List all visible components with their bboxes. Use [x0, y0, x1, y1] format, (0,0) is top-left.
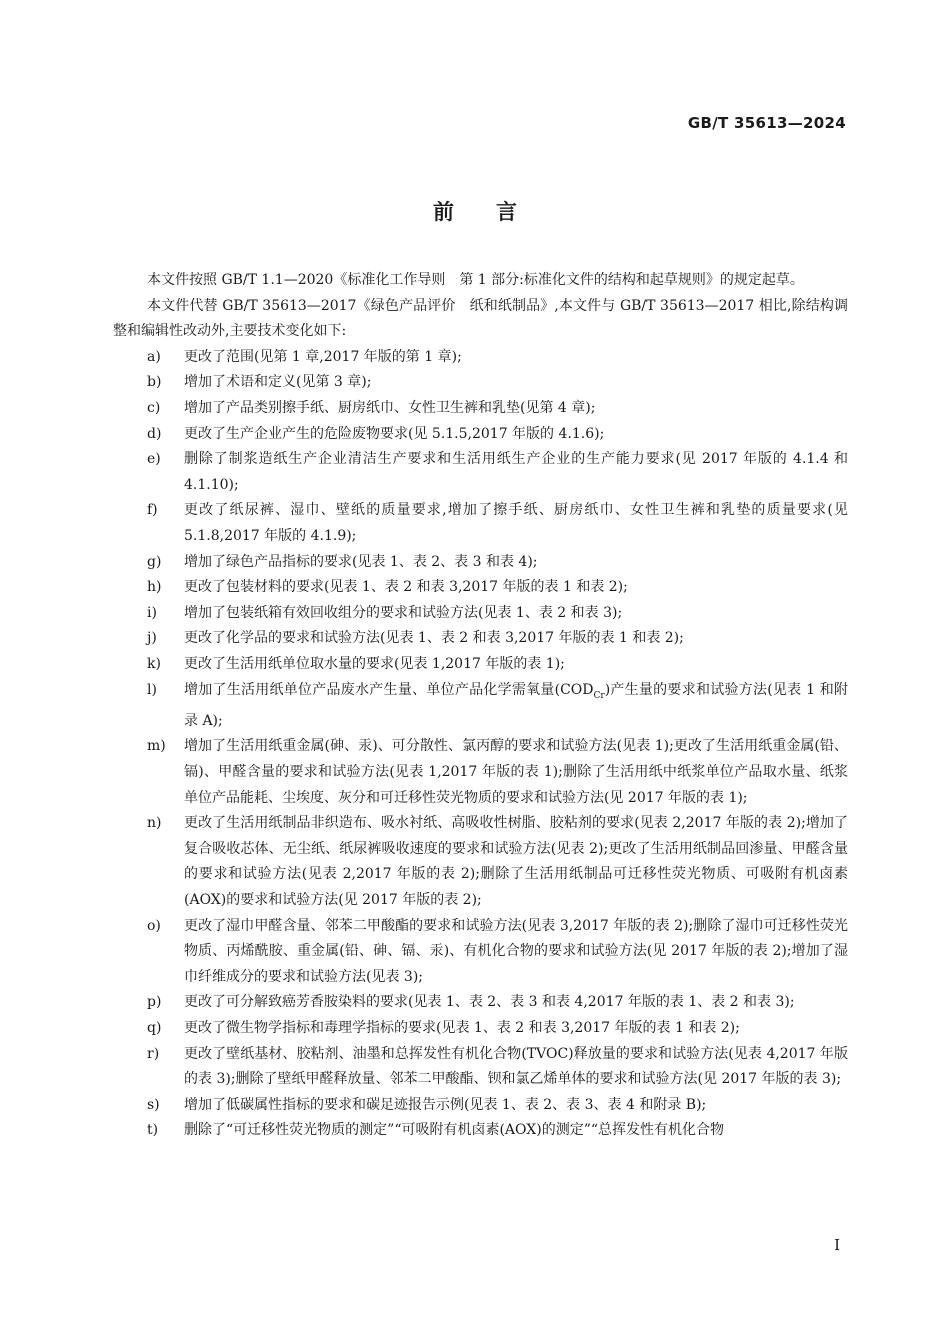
page-title: 前言 — [433, 200, 559, 224]
list-item-marker: q) — [147, 1020, 162, 1037]
list-item-marker: t) — [147, 1122, 159, 1139]
list-item-marker: d) — [147, 425, 162, 442]
list-item-marker: h) — [147, 579, 162, 596]
list-item — [113, 914, 848, 991]
list-item-text-main: 增加了生活用纸单位产品废水产生量、单位产品化学需氧量(COD — [184, 681, 594, 698]
list-item-text — [184, 345, 848, 371]
list-item-text-main: 更改了化学品的要求和试验方法(见表 1、表 2 和表 3,2017 年版的表 1 和表 2); — [184, 630, 684, 647]
list-item — [113, 345, 848, 371]
list-item-text — [184, 990, 848, 1016]
list-item-text — [184, 575, 848, 601]
list-item — [113, 575, 848, 601]
list-item-text — [184, 734, 848, 811]
list-item-text-main: 更改了范围(见第 1 章,2017 年版的第 1 章); — [184, 348, 462, 365]
list-item-text-main: 更改了生活用纸单位取水量的要求(见表 1,2017 年版的表 1); — [184, 655, 565, 672]
document-body — [113, 268, 848, 1144]
list-item-text-main: 更改了生活用纸制品非织造布、吸水衬纸、高吸收性树脂、胶粘剂的要求(见表 2,2017 年版的表 2);增加了复合吸收芯体、无尘纸、纸尿裤吸收速度的要求和试验方法(见表 2);更改了生活用纸制品回渗量、甲醛含量的要求和试验方法(见表 2,2017 年版的表 2);删除了生活用纸制品可迁移性荧光物质、可吸附有机卤素(AOX)的要求和试验方法(见 2017 年版的表 2); — [184, 815, 848, 909]
list-item — [113, 990, 848, 1016]
list-item — [113, 626, 848, 652]
list-item — [113, 811, 848, 913]
list-item — [113, 1093, 848, 1119]
list-item — [113, 601, 848, 627]
list-item — [113, 498, 848, 549]
list-item-text — [184, 550, 848, 576]
list-item-text — [184, 1042, 848, 1093]
list-item-text — [184, 370, 848, 396]
standard-number: GB/T 35613—2024 — [687, 114, 846, 132]
list-item-text — [184, 498, 848, 549]
intro-paragraph-drafting: 本文件按照 GB/T 1.1—2020《标准化工作导则 第 1 部分:标准化文件的结构和起草规则》的规定起草。 — [147, 272, 804, 288]
list-item — [113, 734, 848, 811]
list-item-marker: k) — [147, 655, 161, 672]
list-item-marker: o) — [147, 917, 161, 934]
list-item-text — [184, 1016, 848, 1042]
list-item-text-main: 更改了湿巾甲醛含量、邻苯二甲酸酯的要求和试验方法(见表 3,2017 年版的表 2);删除了湿巾可迁移性荧光物质、丙烯酰胺、重金属(铅、砷、镉、汞)、有机化合物的要求和试验方法(见 2017 年版的表 2);增加了湿巾纤维成分的要求和试验方法(见表 3); — [184, 917, 848, 985]
page-number: I — [834, 1236, 840, 1254]
list-item — [113, 1042, 848, 1093]
list-item-marker: e) — [147, 451, 161, 468]
list-item-text-main: 增加了包装纸箱有效回收组分的要求和试验方法(见表 1、表 2 和表 3); — [184, 604, 623, 621]
list-item-text — [184, 422, 848, 448]
list-item-marker: m) — [147, 738, 166, 755]
list-item-text — [184, 447, 848, 498]
list-item-text-main: 更改了可分解致癌芳香胺染料的要求(见表 1、表 2、表 3 和表 4,2017 年版的表 1、表 2 和表 3); — [184, 994, 795, 1011]
list-item-text-main: 更改了生产企业产生的危险废物要求(见 5.1.5,2017 年版的 4.1.6); — [184, 425, 605, 442]
list-item — [113, 678, 848, 735]
list-item-text-after: )产生量的要求和试验方法(见表 1 和附录 A); — [184, 681, 849, 729]
list-item-text-main: 更改了壁纸基材、胶粘剂、油墨和总挥发性有机化合物(TVOC)释放量的要求和试验方法(见表 4,2017 年版的表 3);删除了壁纸甲醛释放量、邻苯二甲酸酯、钡和氯乙烯单体的要求和试验方法(见 2017 年版的表 3); — [184, 1045, 848, 1088]
list-item — [113, 550, 848, 576]
list-item — [113, 1118, 848, 1144]
list-item-text-main: 删除了制浆造纸生产企业清洁生产要求和生活用纸生产企业的生产能力要求(见 2017 年版的 4.1.4 和 4.1.10); — [184, 451, 848, 493]
list-item — [113, 447, 848, 498]
list-item-marker: p) — [147, 994, 162, 1011]
list-item-text-main: 增加了产品类别擦手纸、厨房纸巾、女性卫生裤和乳垫(见第 4 章); — [184, 399, 596, 416]
list-item-marker: r) — [147, 1045, 160, 1062]
list-item — [113, 422, 848, 448]
list-item-marker: l) — [147, 681, 157, 698]
list-item-text — [184, 678, 848, 735]
list-item-text — [184, 601, 848, 627]
list-item-marker: j) — [147, 630, 157, 647]
list-item — [113, 652, 848, 678]
list-item-text — [184, 396, 848, 422]
subscript: Cr — [593, 690, 605, 701]
intro-paragraph-replacement: 本文件代替 GB/T 35613—2017《绿色产品评价 纸和纸制品》,本文件与 GB/T 35613—2017 相比,除结构调整和编辑性改动外,主要技术变化如下: — [113, 297, 848, 340]
list-item-text-main: 更改了纸尿裤、湿巾、壁纸的质量要求,增加了擦手纸、厨房纸巾、女性卫生裤和乳垫的质量要求(见 5.1.8,2017 年版的 4.1.9); — [184, 502, 848, 544]
list-item-text-main: 增加了绿色产品指标的要求(见表 1、表 2、表 3 和表 4); — [184, 553, 538, 570]
list-item-text-main: 更改了包装材料的要求(见表 1、表 2 和表 3,2017 年版的表 1 和表 2); — [184, 579, 628, 596]
list-item-marker: b) — [147, 374, 162, 391]
list-item-text-main: 增加了低碳属性指标的要求和碳足迹报告示例(见表 1、表 2、表 3、表 4 和附录 B); — [184, 1096, 707, 1113]
list-item-text — [184, 626, 848, 652]
list-item-text-main: 增加了术语和定义(见第 3 章); — [184, 374, 372, 391]
list-item-text-main: 增加了生活用纸重金属(砷、汞)、可分散性、氯丙醇的要求和试验方法(见表 1);更改了生活用纸重金属(铅、镉)、甲醛含量的要求和试验方法(见表 1,2017 年版的表 1);删除了生活用纸中纸浆单位产品取水量、纸浆单位产品能耗、尘埃度、灰分和可迁移性荧光物质的要求和试验方法(见 2017 年版的表 1); — [184, 738, 848, 806]
list-item-marker: n) — [147, 815, 162, 832]
list-item-marker: g) — [147, 553, 162, 570]
list-item-marker: c) — [147, 399, 161, 416]
list-item-text — [184, 1093, 848, 1119]
list-item-text — [184, 652, 848, 678]
list-item-text-main: 删除了“可迁移性荧光物质的测定”“可吸附有机卤素(AOX)的测定”“总挥发性有机化合物 — [184, 1122, 725, 1139]
list-item-text — [184, 811, 848, 913]
list-item-text — [184, 1118, 848, 1144]
list-item — [113, 396, 848, 422]
list-item — [113, 1016, 848, 1042]
list-item-marker: s) — [147, 1096, 160, 1113]
changes-list — [113, 345, 848, 1144]
list-item-text-main: 更改了微生物学指标和毒理学指标的要求(见表 1、表 2 和表 3,2017 年版的表 1 和表 2); — [184, 1020, 740, 1037]
list-item-text — [184, 914, 848, 991]
list-item-marker: i) — [147, 604, 157, 621]
list-item-marker: a) — [147, 348, 161, 365]
list-item-marker: f) — [147, 502, 158, 519]
list-item — [113, 370, 848, 396]
